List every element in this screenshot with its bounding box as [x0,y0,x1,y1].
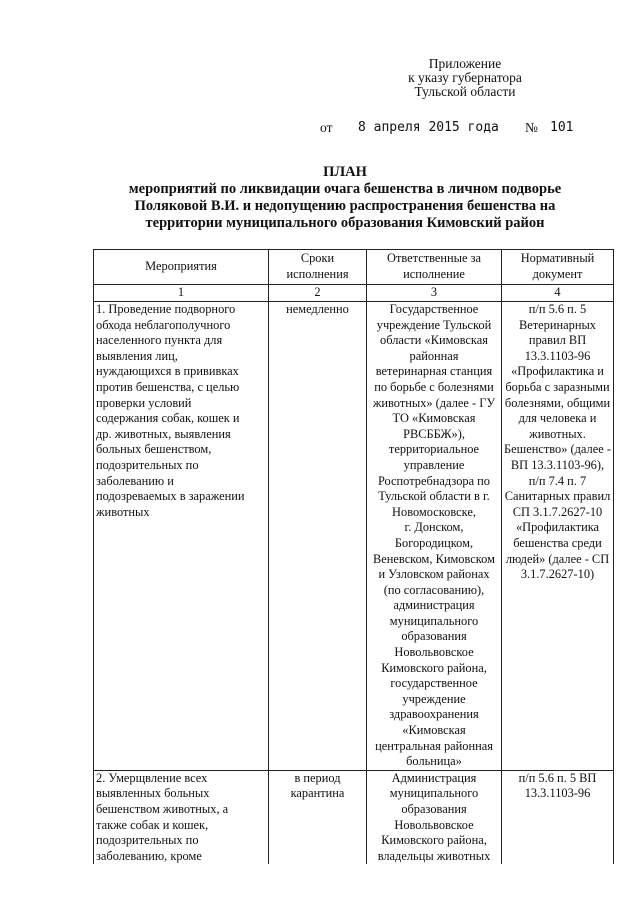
cell-line: немедленно [286,302,349,316]
cell-line: учреждение Тульской [376,317,492,332]
measure-cell [94,302,269,771]
cell-line: подозрительных по [96,833,199,848]
cell-line: администрация [393,598,475,613]
column-number: 1 [94,285,269,302]
cell-line: муниципального [389,786,479,801]
cell-line: районная [409,348,459,363]
column-number: 3 [367,285,502,302]
cell-line: Богородицком, [394,535,474,550]
cell-line: также собак и кошек, [96,817,209,832]
title-line: Поляковой В.И. и недопущению распространения бешенства на [134,198,556,214]
title-line: ПЛАН [323,164,367,180]
header-line: исполнения [286,267,349,281]
header-line: Сроки [300,251,335,266]
cell-line: п/п 7.4 п. 7 [528,473,587,488]
title-line: территории муниципального образования Кимовский район [145,215,545,231]
cell-line: образования [401,802,467,816]
decree-date: 8 апреля 2015 года [358,120,499,135]
cell-line: области «Кимовская [380,333,488,348]
column-number-row [94,285,614,302]
table-header-row [94,250,614,285]
cell-line: Кимовского района, [381,833,487,848]
cell-line: подозреваемых в заражении [96,489,245,504]
cell-line: Кимовского района, [381,660,487,675]
cell-line: карантина [290,786,345,801]
dateline-from: от [320,120,333,135]
plan-title [60,164,630,232]
cell-line: СП 3.1.7.2627-10 [512,504,603,519]
term-cell [269,302,367,771]
responsible-cell [367,770,502,864]
cell-line: и Узловском районах [378,567,490,582]
cell-line: для человека и [518,411,597,426]
appendix-block [385,57,545,99]
cell-line: «Кимовская [402,723,466,738]
cell-line: больница» [406,754,462,769]
cell-line: животных» (далее - ГУ [372,395,496,410]
cell-line: 1. Проведение подворного [96,302,236,316]
cell-line: Санитарных правил [504,489,611,504]
header-line: исполнение [403,267,465,281]
term-cell [269,770,367,864]
cell-line: животных [96,504,150,519]
cell-line: 2. Умерщвление всех [96,770,208,785]
cell-line: проверки условий [96,395,192,410]
cell-line: болезнями, общими [504,395,611,410]
header-line: Мероприятия [145,259,217,274]
cell-line: РВСББЖ»), [403,426,465,441]
cell-line: содержания собак, кошек и [96,411,240,426]
cell-line: правил ВП [528,333,587,348]
header-document [502,250,614,285]
appendix-line: Тульской области [414,84,516,99]
cell-line: (по согласованию), [383,582,485,597]
cell-line: в период [294,770,341,785]
cell-line: обхода неблагополучного [96,317,231,332]
cell-line: Новольвовское [394,645,474,660]
cell-line: др. животных, выявления [96,426,231,441]
cell-line: центральная районная [375,738,493,753]
cell-line: нуждающихся в прививках [96,364,239,379]
cell-line: управление [403,457,465,472]
column-number: 4 [502,285,614,302]
cell-line: г. Донском, [404,520,464,535]
cell-line: п/п 5.6 п. 5 ВП [518,770,597,785]
plan-table [93,249,614,864]
header-responsible [367,250,502,285]
cell-line: Веневском, Кимовском [373,551,495,566]
table-row [94,770,614,864]
document-cell [502,770,614,864]
header-line: документ [532,267,583,281]
cell-line: против бешенства, с целью [96,379,240,394]
cell-line: Новомосковске, [392,504,476,519]
cell-line: образования [401,629,467,644]
cell-line: Роспотребнадзора по [377,473,491,488]
cell-line: «Профилактика и [511,364,604,379]
cell-line: выявленных больных [96,786,210,801]
table-row [94,302,614,771]
header-line: Ответственные за [387,251,481,266]
appendix-line: к указу губернатора [408,70,522,85]
cell-line: Бешенство» (далее - [504,442,611,457]
cell-line: владельцы животных [377,848,491,863]
cell-line: борьба с заразными [505,379,610,394]
cell-line: населенного пункта для [96,333,223,348]
cell-line: п/п 5.6 п. 5 [528,302,587,316]
appendix-line: Приложение [428,56,502,71]
cell-line: животных. [529,426,586,441]
cell-line: муниципального [389,613,479,628]
decree-number: 101 [550,120,574,135]
cell-line: людей» (далее - СП [505,551,610,566]
cell-line: подозрительных по [96,457,199,472]
cell-line: заболеванию и [96,473,174,488]
cell-line: «Профилактика [515,520,600,535]
cell-line: бешенством животных, а [96,802,229,816]
cell-line: ветеринарная станция [375,364,493,379]
cell-line: 3.1.7.2627-10) [520,567,595,582]
cell-line: учреждение [402,691,466,706]
header-terms [269,250,367,285]
cell-line: Новольвовское [394,817,474,832]
cell-line: Тульской области в г. [378,489,490,504]
cell-line: по борьбе с болезнями [374,379,494,394]
cell-line: Администрация [391,770,477,785]
header-line: Нормативный [520,251,595,266]
measure-cell [94,770,269,864]
responsible-cell [367,302,502,771]
column-number: 2 [269,285,367,302]
cell-line: заболеванию, кроме [96,848,202,863]
cell-line: Ветеринарных [519,317,596,332]
cell-line: Государственное [389,302,479,316]
plan-table-body [94,250,614,865]
document-cell [502,302,614,771]
cell-line: здравоохранения [389,707,479,722]
cell-line: 13.3.1103-96 [524,348,591,363]
cell-line: выявления лиц, [96,348,178,363]
title-line: мероприятий по ликвидации очага бешенства в личном подворье [128,181,562,197]
cell-line: бешенства среди [513,535,602,550]
header-measures [94,250,269,285]
cell-line: государственное [390,676,478,691]
cell-line: больных бешенством, [96,442,212,457]
cell-line: ВП 13.3.1103-96), [510,457,605,472]
cell-line: 13.3.1103-96 [524,786,591,801]
number-sign: № [525,120,538,135]
cell-line: территориальное [388,442,480,457]
cell-line: ТО «Кимовская [392,411,476,426]
